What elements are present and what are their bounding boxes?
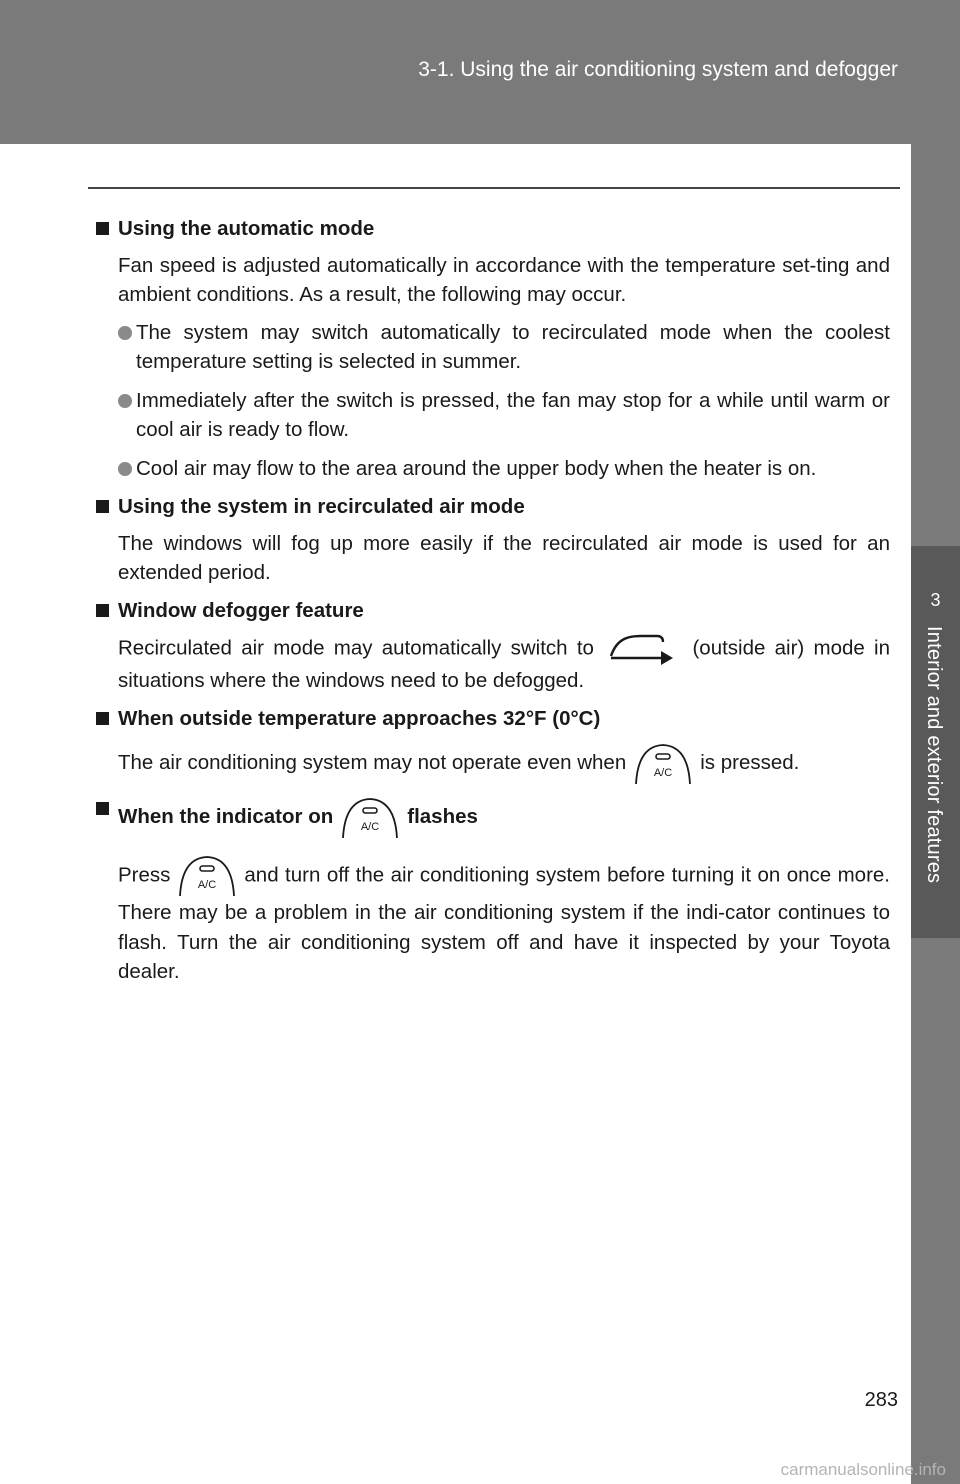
paragraph-text: Press (118, 863, 171, 887)
outside-air-icon (607, 632, 679, 666)
bullet-item: Cool air may flow to the area around the upper body when the heater is on. (96, 454, 890, 484)
paragraph-text: and turn off the air conditioning system before turning it on once more. There may be a problem in the air conditioning system if the indi-cator continues to flash. Turn the air conditioning system off and have it inspected by your Toyota dealer. (118, 863, 890, 983)
paragraph-text: Recirculated air mode may automatically switch to (118, 636, 594, 660)
chapter-number: 3 (930, 590, 941, 610)
page-number: 283 (864, 1389, 898, 1411)
page-content (96, 214, 890, 995)
ac-button-icon (630, 742, 696, 786)
watermark: carmanualsonline.info (780, 1460, 946, 1479)
section-paragraph (96, 854, 890, 987)
ac-label: A/C (654, 766, 673, 779)
section-recirculated-mode (96, 492, 890, 588)
section-heading: Window defogger feature (96, 596, 890, 626)
section-paragraph (96, 740, 890, 786)
section-window-defogger (96, 596, 890, 696)
heading-text: flashes (407, 805, 478, 828)
paragraph-text: The air conditioning system may not operate even when (118, 751, 627, 774)
bullet-item: Immediately after the switch is pressed, the fan may stop for a while until warm or cool air is ready to flow. (96, 386, 890, 445)
section-heading (96, 794, 890, 840)
section-heading: When outside temperature approaches 32°F (0°C) (96, 704, 890, 734)
ac-button-icon (337, 796, 403, 840)
section-paragraph: Fan speed is adjusted automatically in accordance with the temperature set-ting and ambient conditions. As a result, the following may occur. (118, 253, 890, 306)
section-paragraph: The windows will fog up more easily if the recirculated air mode is used for an extended period. (118, 531, 890, 584)
section-header-title: 3-1. Using the air conditioning system and defogger (418, 58, 898, 81)
section-indicator-flashes (96, 794, 890, 987)
section-heading: Using the automatic mode (96, 214, 890, 244)
ac-label: A/C (361, 820, 380, 833)
heading-text: When the indicator on (118, 805, 334, 828)
section-paragraph (96, 632, 890, 696)
section-heading: Using the system in recirculated air mode (96, 492, 890, 522)
paragraph-text: (outside air) mode in situations where the windows need to be defogged. (118, 636, 891, 692)
paragraph-text: is pressed. (700, 751, 800, 774)
chapter-title: Interior and exterior features (923, 626, 945, 884)
section-automatic-mode (96, 214, 890, 483)
ac-button-icon (174, 854, 240, 898)
section-outside-temperature (96, 704, 890, 787)
divider-rule (88, 187, 900, 189)
bullet-item: The system may switch automatically to recirculated mode when the coolest temperature setting is selected in summer. (96, 318, 890, 377)
ac-label: A/C (198, 879, 217, 891)
